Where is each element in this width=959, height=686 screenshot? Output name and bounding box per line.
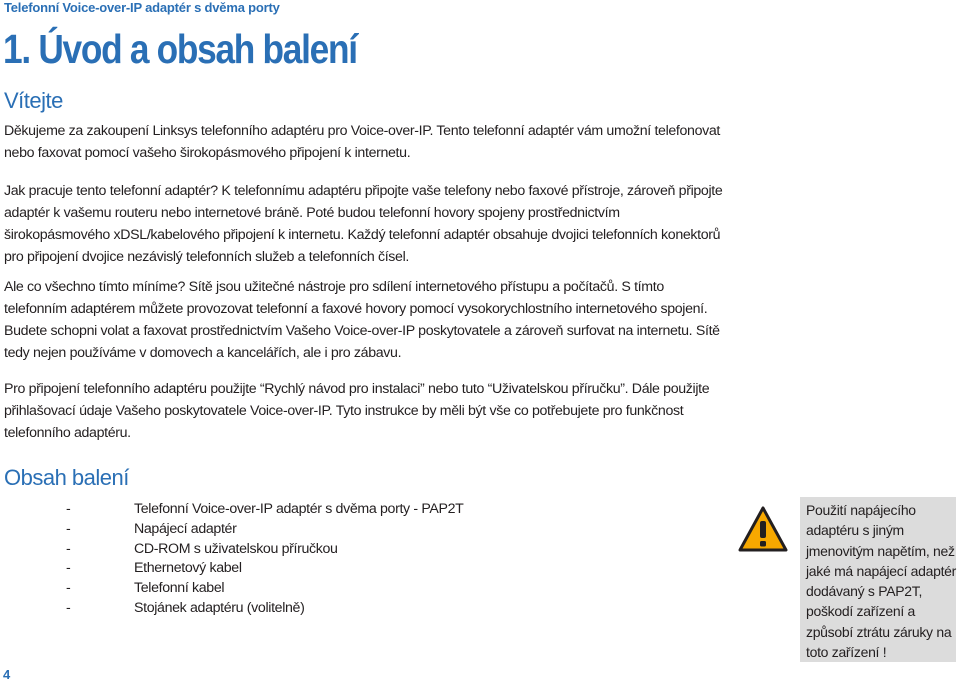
- list-item-text: Stojánek adaptéru (volitelně): [134, 599, 305, 616]
- list-item-text: Napájecí adaptér: [134, 520, 237, 537]
- welcome-paragraph-1: Děkujeme za zakoupení Linksys telefonního adaptéru pro Voice-over-IP. Tento telefonní adaptér vám umožní telefonovat nebo faxovat pomocí vašeho širokopásmového připojení k internetu.: [4, 123, 721, 161]
- welcome-paragraph-2: Jak pracuje tento telefonní adaptér? K telefonnímu adaptéru připojte vaše telefony nebo faxové přístroje, zároveň připojte adaptér k vašemu routeru nebo internetové bráně. Poté budou telefonní hovory spojeny prostřednictvím širokopásmového xDSL/kabelového připojení k internetu. Každý telefonní adaptér obsahuje dvojici telefonních konektorů pro připojení dvojice nezávislý telefonních služeb a telefonních čísel.: [4, 183, 723, 265]
- welcome-paragraph-3: Ale co všechno tímto míníme? Sítě jsou užitečné nástroje pro sdílení internetového přístupu a počítačů. S tímto telefonním adaptérem můžete provozovat telefonní a faxové hovory pomocí vysokorychlostního internetového spojení. Budete schopni volat a faxovat prostřednictvím Vašeho Voice-over-IP poskytovatele a zároveň surfovat na internetu. Sítě tedy nejen používáme v domovech a kancelářích, ale i pro zábavu.: [4, 279, 720, 361]
- list-item-text: Telefonní Voice-over-IP adaptér s dvěma porty - PAP2T: [134, 501, 464, 517]
- list-item: [66, 559, 463, 579]
- list-item-text: Telefonní kabel: [134, 580, 225, 597]
- list-item: [66, 579, 463, 599]
- chapter-title: 1. Úvod a obsah balení: [3, 26, 357, 72]
- welcome-heading: Vítejte: [4, 88, 63, 113]
- warning-note-text: Použití napájecího adaptéru s jiným jmenovitým napětím, než jaké má napájecí adaptér dodávaný s PAP2T, poškodí zařízení a způsobí ztrátu záruky na toto zařízení !: [806, 502, 957, 661]
- list-item-text: CD-ROM s uživatelskou příručkou: [134, 540, 338, 557]
- package-contents-list: [66, 500, 463, 619]
- package-contents-heading: Obsah balení: [4, 465, 129, 490]
- list-bullet: -: [66, 501, 71, 517]
- warning-triangle-icon: [738, 506, 788, 552]
- list-bullet: -: [66, 520, 71, 537]
- list-bullet: -: [66, 540, 71, 557]
- list-bullet: -: [66, 560, 71, 577]
- list-item-text: Ethernetový kabel: [134, 560, 242, 577]
- list-item: [66, 599, 463, 619]
- list-item: [66, 540, 463, 560]
- list-bullet: -: [66, 599, 71, 616]
- welcome-paragraph-4: Pro připojení telefonního adaptéru použijte “Rychlý návod pro instalaci” nebo tuto “Uživatelskou příručku”. Dále použijte přihlašovací údaje Vašeho poskytovatele Voice-over-IP. Tyto instrukce by měli být vše co potřebujete pro funkčnost telefonního adaptéru.: [4, 381, 710, 441]
- page-number: 4: [3, 667, 11, 682]
- list-item: [66, 520, 463, 540]
- running-header: Telefonní Voice-over-IP adaptér s dvěma porty: [4, 0, 280, 15]
- list-item: [66, 500, 463, 520]
- list-bullet: -: [66, 580, 71, 597]
